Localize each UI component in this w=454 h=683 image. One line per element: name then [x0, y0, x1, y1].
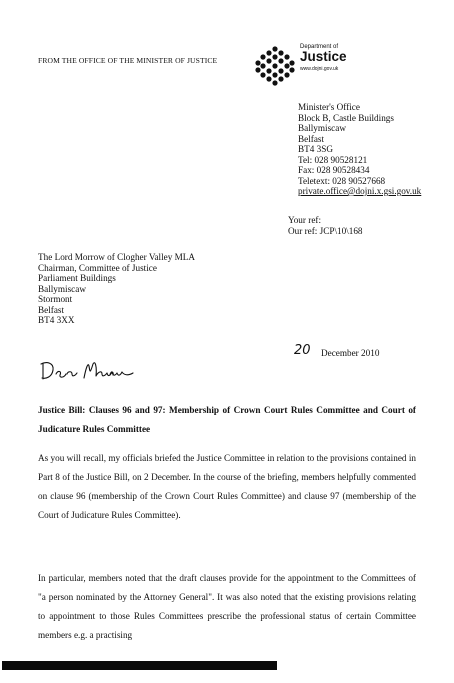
footer-redaction-bar — [2, 661, 277, 670]
recipient-line: Parliament Buildings — [38, 273, 116, 283]
sender-email-link[interactable]: private.office@dojni.x.gsi.gov.uk — [298, 186, 422, 196]
address-line: Block B, Castle Buildings — [298, 112, 394, 123]
reference-block — [288, 215, 363, 236]
letterhead-from-line: FROM THE OFFICE OF THE MINISTER OF JUSTICE — [38, 56, 218, 65]
address-line: Teletext: 028 90527668 — [298, 175, 386, 186]
address-line: Ballymiscaw — [298, 123, 346, 133]
department-website: www.dojni.gov.uk — [300, 66, 339, 72]
address-line: Minister's Office — [298, 102, 360, 112]
address-line: Tel: 028 90528121 — [298, 154, 368, 165]
hexagon-dots-logo-icon — [255, 46, 295, 86]
sender-address — [298, 102, 421, 197]
handwritten-salutation — [38, 358, 138, 384]
letter-subject: Justice Bill: Clauses 96 and 97: Membership of Crown Court Rules Committee and Court of Judicature Rules Committee — [38, 405, 416, 434]
our-ref: Our ref: JCP\10\168 — [288, 225, 363, 236]
date-text: December 2010 — [321, 348, 380, 358]
department-of-label: Department of — [300, 44, 339, 50]
address-line: Belfast — [298, 133, 325, 144]
recipient-line: BT4 3XX — [38, 315, 75, 325]
body-paragraph: In particular, members noted that the draft clauses provide for the appointment to the Committees of "a person nominated by the Attorney General". It was also noted that the existing provisions relating to appointment to those Rules Committees prescribe the professional status of certain Committee members e.g. a practising — [38, 573, 416, 640]
date-handwritten-day: 20 — [294, 343, 311, 358]
recipient-line: Chairman, Committee of Justice — [38, 262, 157, 273]
recipient-line: Stormont — [38, 294, 73, 304]
recipient-line: Ballymiscaw — [38, 283, 86, 294]
body-paragraph: As you will recall, my officials briefed the Justice Committee in relation to the provisions contained in Part 8 of the Justice Bill, on 2 December. In the course of the briefing, members helpfully commented on clause 96 (membership of the Crown Court Rules Committee) and clause 97 (membership of the Court of Judicature Rules Committee). — [38, 453, 416, 520]
department-name-block — [300, 44, 347, 72]
your-ref: Your ref: — [288, 215, 322, 225]
address-line: Fax: 028 90528434 — [298, 165, 370, 175]
recipient-line: Belfast — [38, 304, 65, 315]
recipient-address — [38, 252, 195, 326]
department-name: Justice — [300, 49, 347, 64]
recipient-line: The Lord Morrow of Clogher Valley MLA — [38, 252, 196, 262]
address-line: BT4 3SG — [298, 144, 333, 154]
